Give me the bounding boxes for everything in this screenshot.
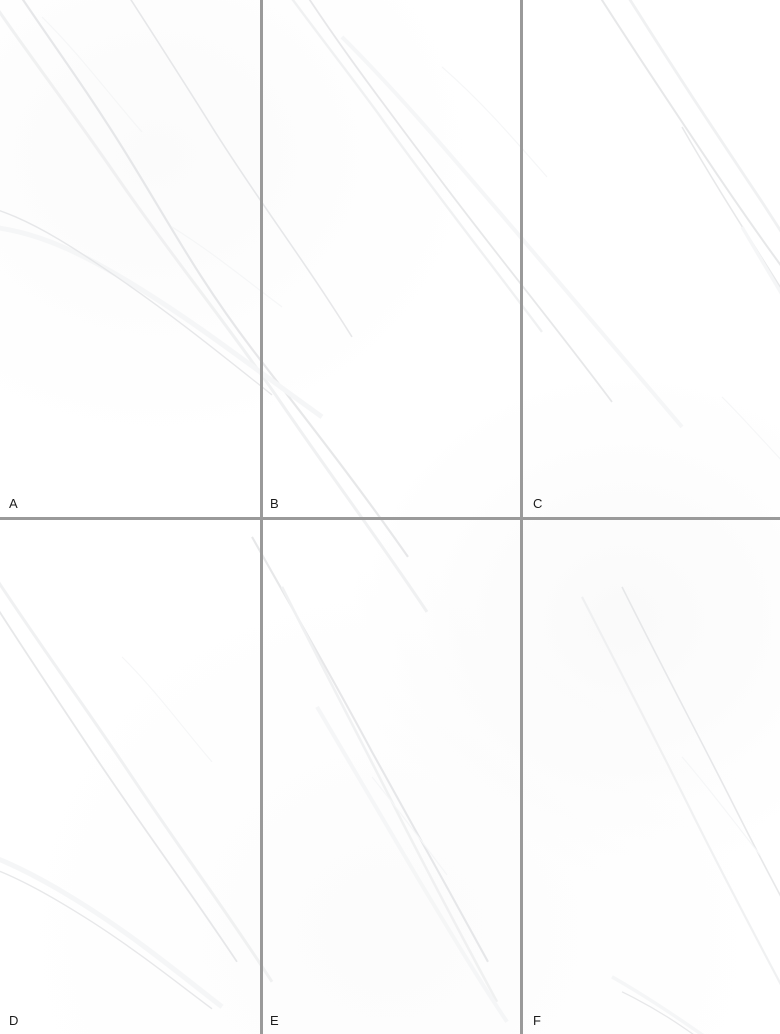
cell-label-f: F bbox=[533, 1013, 542, 1028]
cell-label-b: B bbox=[270, 496, 279, 511]
cell-label-a: A bbox=[9, 496, 18, 511]
cell-label-d: D bbox=[9, 1013, 19, 1028]
cell-label-c: C bbox=[533, 496, 543, 511]
grid-line-horizontal-1 bbox=[0, 517, 780, 520]
cell-label-e: E bbox=[270, 1013, 279, 1028]
